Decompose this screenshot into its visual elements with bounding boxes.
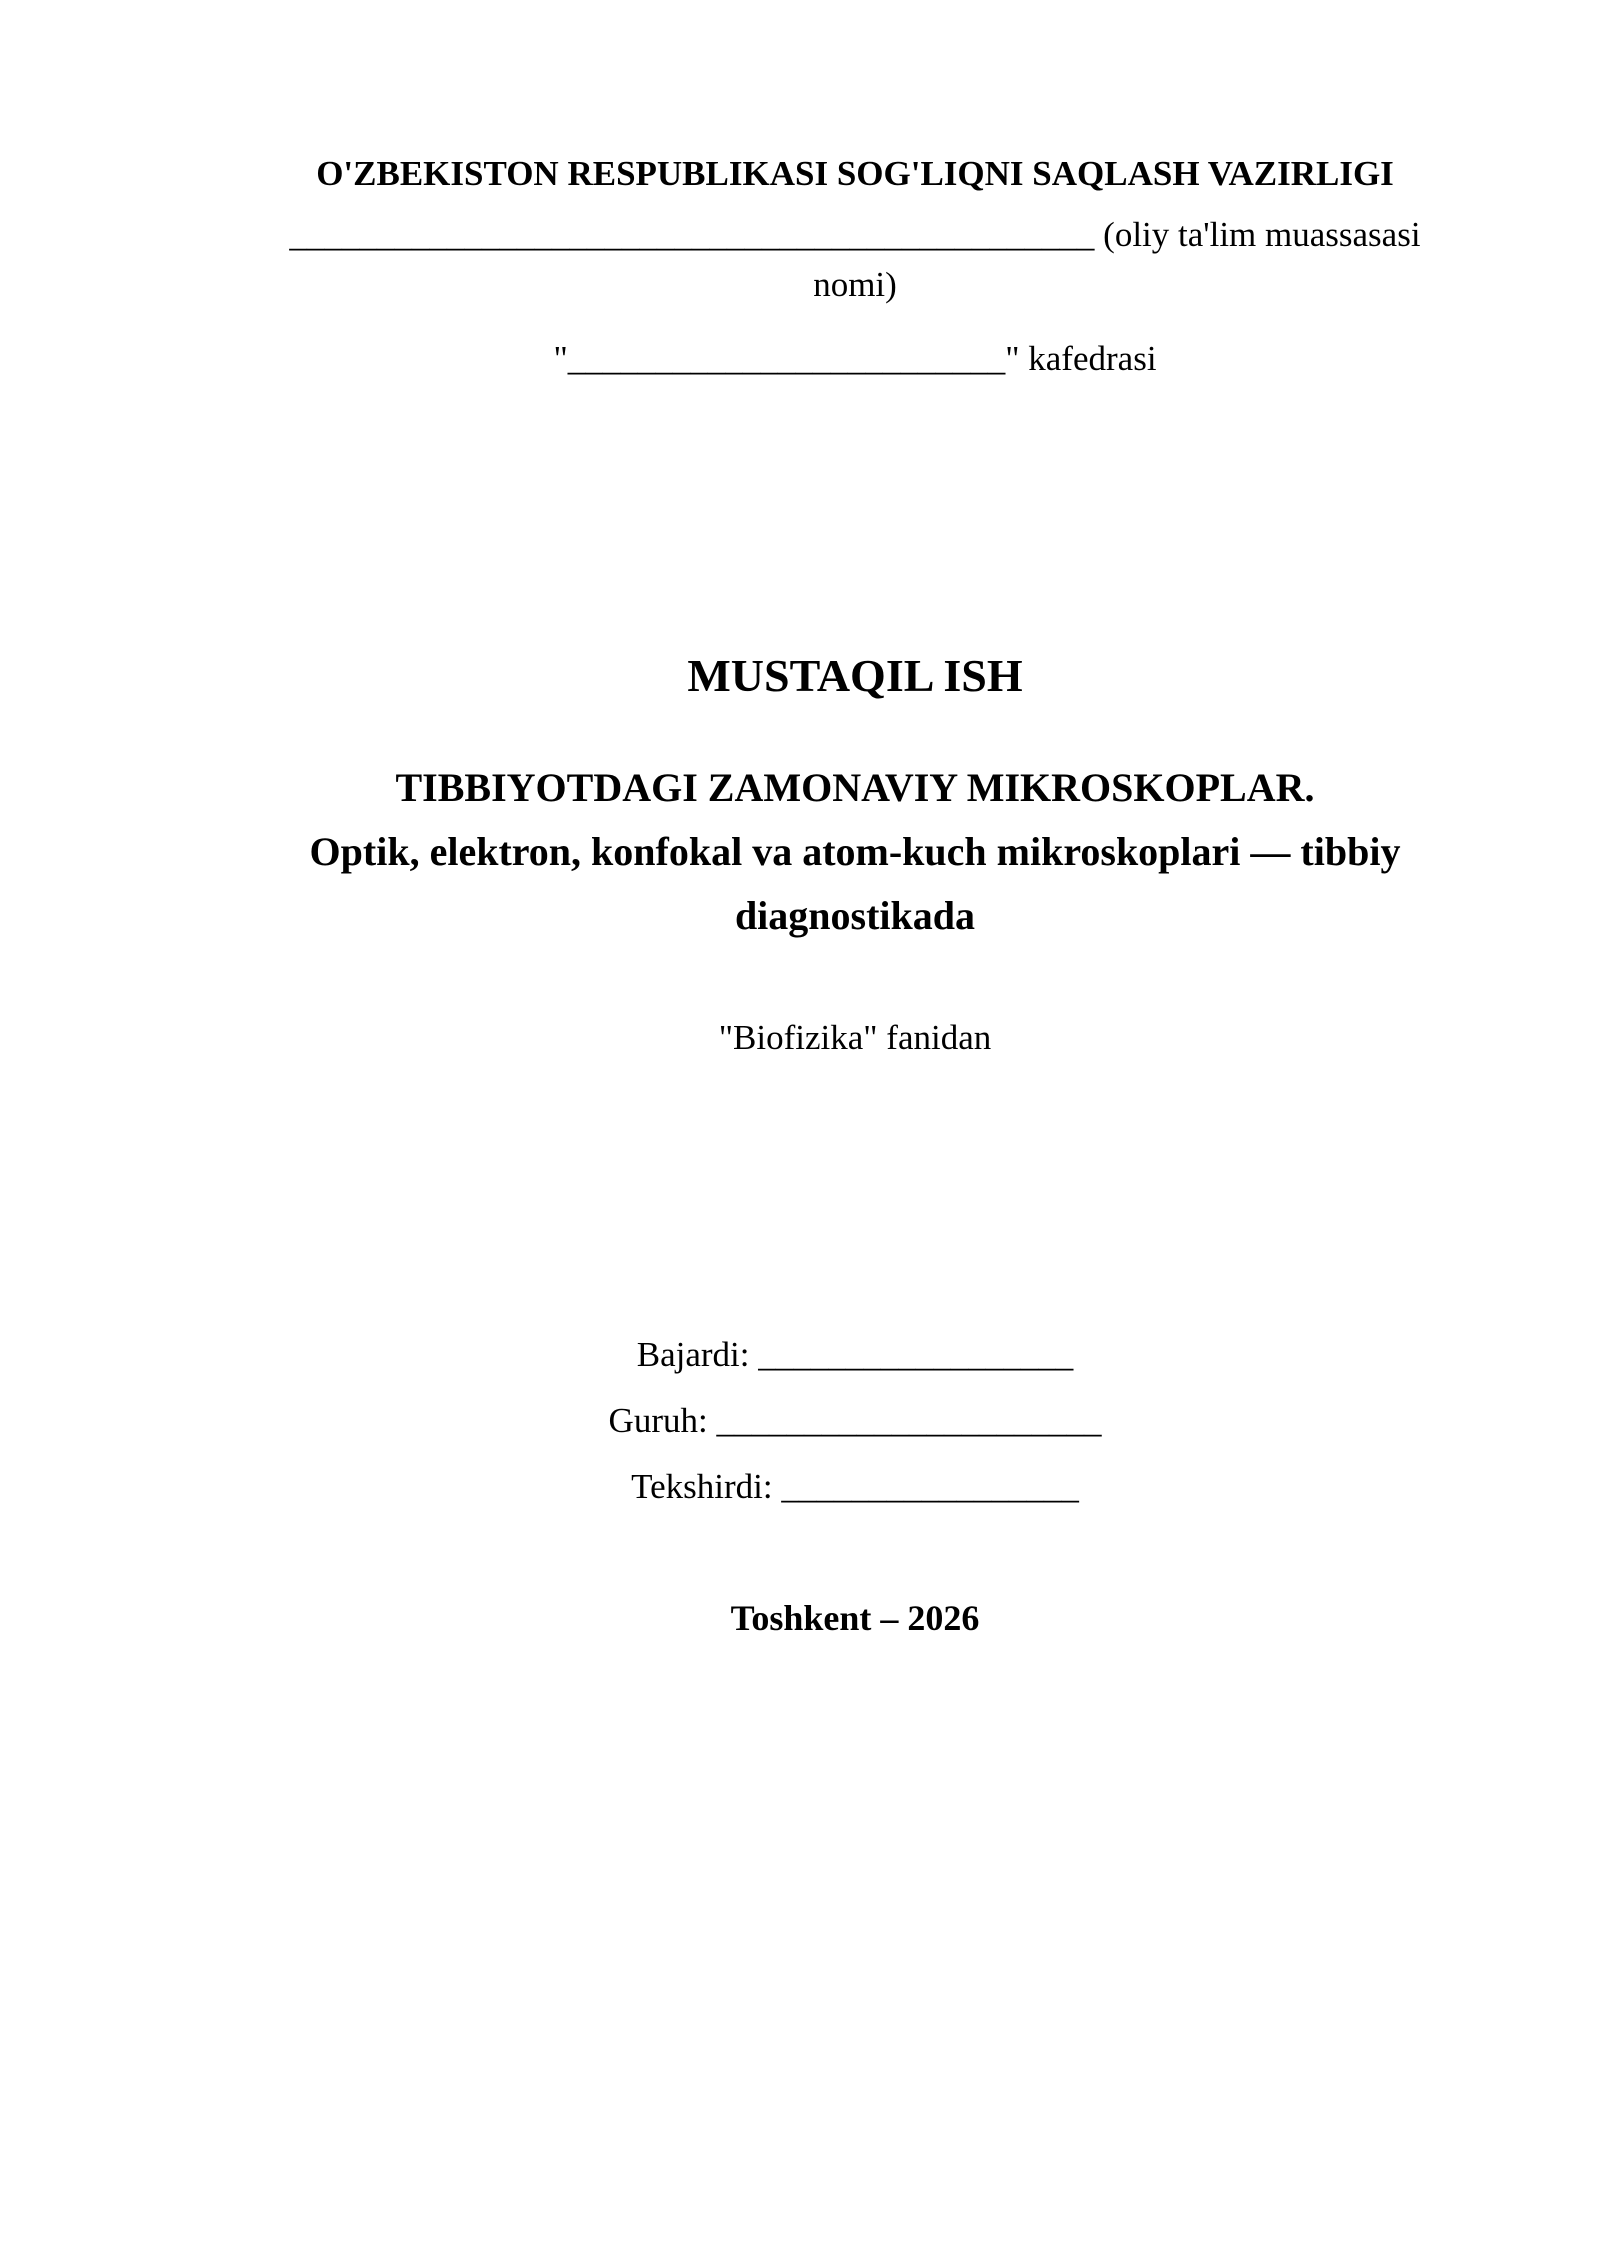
topic-title-line-2: Optik, elektron, konfokal va atom-kuch mikroskoplari — tibbiy diagnostikada [309, 829, 1401, 938]
institution-caption: (oliy ta'lim muassasasi nomi) [813, 215, 1421, 304]
ministry-heading: O'ZBEKISTON RESPUBLIKASI SOG'LIQNI SAQLASH VAZIRLIGI [316, 154, 1394, 193]
checked-by-field: Tekshirdi: _________________ [631, 1467, 1079, 1506]
document-type-title: MUSTAQIL ISH [687, 650, 1023, 701]
performed-by-field: Bajardi: __________________ [636, 1335, 1074, 1374]
group-field: Guruh: ______________________ [608, 1401, 1102, 1440]
department-line: "_________________________" kafedrasi [553, 339, 1157, 378]
city-year: Toshkent – 2026 [730, 1598, 980, 1638]
institution-blank: ______________________________________________ [289, 215, 1095, 254]
signature-fields [270, 1322, 1440, 1520]
topic-title-line-1: TIBBIYOTDAGI ZAMONAVIY MIKROSKOPLAR. [395, 765, 1315, 810]
subject-line: "Biofizika" fanidan [718, 1018, 992, 1057]
topic-title [270, 756, 1440, 948]
institution-line [270, 210, 1440, 310]
